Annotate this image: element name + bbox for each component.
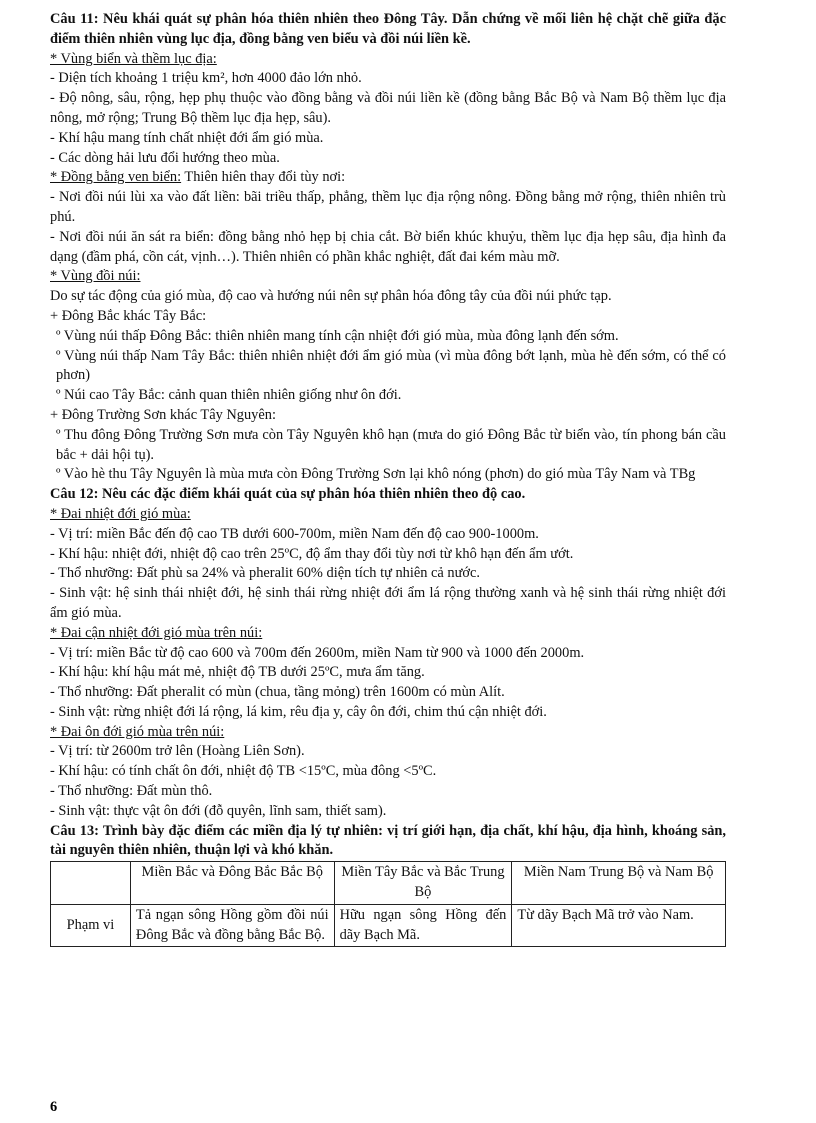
regions-table <box>50 861 726 947</box>
question-11-title: Câu 11: Nêu khái quát sự phân hóa thiên nhiên theo Đông Tây. Dẫn chứng về mối liên hệ chặt chẽ giữa đặc điểm thiên nhiên vùng lục địa, đồng bằng ven biểu và đồi núi liền kề. <box>50 11 726 47</box>
table-cell: Hữu ngạn sông Hồng đến dãy Bạch Mã. <box>334 904 512 947</box>
section-heading-temperate-belt: * Đai ôn đới gió mùa trên núi: <box>50 723 225 740</box>
paragraph: - Độ nông, sâu, rộng, hẹp phụ thuộc vào đồng bằng và đồi núi liền kề (đồng bằng Bắc Bộ và Nam Bộ thềm lục địa nông, mở rộng; Trung Bộ thềm lục địa hẹp, sâu). <box>50 90 726 126</box>
paragraph: - Khí hậu: nhiệt đới, nhiệt độ cao trên 25ºC, độ ẩm thay đổi tùy nơi từ khô hạn đến ẩm ướt. <box>50 545 574 562</box>
paragraph: - Thổ nhưỡng: Đất phù sa 24% và pheralit 60% diện tích tự nhiên cả nước. <box>50 565 480 582</box>
paragraph: º Vùng núi thấp Nam Tây Bắc: thiên nhiên nhiệt đới ẩm gió mùa (vì mùa đông bớt lạnh, mùa hè đến sớm, có thể có phơn) <box>56 347 726 384</box>
paragraph: - Vị trí: miền Bắc đến độ cao TB dưới 600-700m, miền Nam đến độ cao 900-1000m. <box>50 525 539 542</box>
table-header-cell: Miền Nam Trung Bộ và Nam Bộ <box>512 862 726 905</box>
paragraph: - Sinh vật: thực vật ôn đới (đỗ quyên, lĩnh sam, thiết sam). <box>50 802 387 819</box>
table-cell: Từ dãy Bạch Mã trở vào Nam. <box>512 904 726 947</box>
section-heading-tropical-belt: * Đai nhiệt đới gió mùa: <box>50 505 191 522</box>
paragraph: + Đông Trường Sơn khác Tây Nguyên: <box>50 406 276 423</box>
table-header-cell: Miền Tây Bắc và Bắc Trung Bộ <box>334 862 512 905</box>
paragraph: + Đông Bắc khác Tây Bắc: <box>50 307 207 324</box>
section-heading-coastal-plain: * Đồng bằng ven biển: Thiên hiên thay đổi tùy nơi: <box>50 169 346 186</box>
table-cell: Tả ngạn sông Hồng gồm đồi núi Đông Bắc và đồng bằng Bắc Bộ. <box>130 904 334 947</box>
paragraph: º Vào hè thu Tây Nguyên là mùa mưa còn Đông Trường Sơn lại khô nóng (phơn) do gió mùa Tây Nam và TBg <box>56 466 696 483</box>
paragraph: º Thu đông Đông Trường Sơn mưa còn Tây Nguyên khô hạn (mưa do gió Đông Bắc từ biển vào, tín phong bán cầu bắc + dải hội tụ). <box>56 426 726 463</box>
paragraph: - Diện tích khoảng 1 triệu km², hơn 4000 đảo lớn nhỏ. <box>50 70 362 87</box>
paragraph: - Vị trí: từ 2600m trở lên (Hoàng Liên Sơn). <box>50 743 305 760</box>
section-heading-sea: * Vùng biển và thềm lục địa: <box>50 50 217 67</box>
paragraph: - Khí hậu: khí hậu mát mẻ, nhiệt độ TB dưới 25ºC, mưa ẩm tăng. <box>50 664 425 681</box>
page-number: 6 <box>50 1099 58 1115</box>
table-row <box>51 904 726 947</box>
section-heading-subtropical-belt: * Đai cận nhiệt đới gió mùa trên núi: <box>50 624 263 641</box>
paragraph: - Nơi đồi núi lùi xa vào đất liền: bãi triều thấp, phẳng, thềm lục địa rộng nông. Đồng bằng mở rộng, thiên nhiên trù phú. <box>50 189 726 225</box>
document-page <box>50 10 726 947</box>
paragraph: - Sinh vật: hệ sinh thái nhiệt đới, hệ sinh thái rừng nhiệt đới ẩm lá rộng thường xanh và hệ sinh thái rừng nhiệt đới ẩm gió mùa. <box>50 585 726 621</box>
paragraph: - Thổ nhưỡng: Đất mùn thô. <box>50 783 213 800</box>
paragraph: - Khí hậu mang tính chất nhiệt đới ẩm gió mùa. <box>50 129 324 146</box>
section-heading-hills: * Vùng đồi núi: <box>50 268 141 285</box>
table-cell: Phạm vi <box>51 904 131 947</box>
paragraph: - Vị trí: miền Bắc từ độ cao 600 và 700m đến 2600m, miền Nam từ 900 và 1000 đến 2000m. <box>50 644 585 661</box>
paragraph: - Sinh vật: rừng nhiệt đới lá rộng, lá kim, rêu địa y, cây ôn đới, chim thú cận nhiệt đới. <box>50 703 547 720</box>
paragraph: - Các dòng hải lưu đổi hướng theo mùa. <box>50 149 280 166</box>
paragraph: - Thổ nhưỡng: Đất pheralit có mùn (chua, tầng mỏng) trên 1600m có mùn Alít. <box>50 684 505 701</box>
table-header-cell: Miền Bắc và Đông Bắc Bắc Bộ <box>130 862 334 905</box>
paragraph: º Vùng núi thấp Đông Bắc: thiên nhiên mang tính cận nhiệt đới gió mùa, mùa đông lạnh đến sớm. <box>56 327 619 344</box>
paragraph: Do sự tác động của gió mùa, độ cao và hướng núi nên sự phân hóa đông tây của đồi núi phức tạp. <box>50 288 612 305</box>
question-12-title: Câu 12: Nêu các đặc điểm khái quát của sự phân hóa thiên nhiên theo độ cao. <box>50 486 526 503</box>
paragraph: º Núi cao Tây Bắc: cảnh quan thiên nhiên giống như ôn đới. <box>56 387 402 404</box>
table-header-cell <box>51 862 131 905</box>
table-header-row <box>51 862 726 905</box>
paragraph: - Khí hậu: có tính chất ôn đới, nhiệt độ TB <15ºC, mùa đông <5ºC. <box>50 763 437 780</box>
question-13-title: Câu 13: Trình bày đặc điểm các miền địa lý tự nhiên: vị trí giới hạn, địa chất, khí hậu, địa hình, khoáng sản, tài nguyên thiên nhiên, thuận lợi và khó khăn. <box>50 822 726 859</box>
paragraph: - Nơi đồi núi ăn sát ra biển: đồng bằng nhỏ hẹp bị chia cắt. Bờ biển khúc khuỷu, thềm lục địa hẹp sâu, địa hình đa dạng (đầm phá, cồn cát, vịnh…). Thiên nhiên có phần khắc nghiệt, đất đai kém màu mỡ. <box>50 228 726 265</box>
